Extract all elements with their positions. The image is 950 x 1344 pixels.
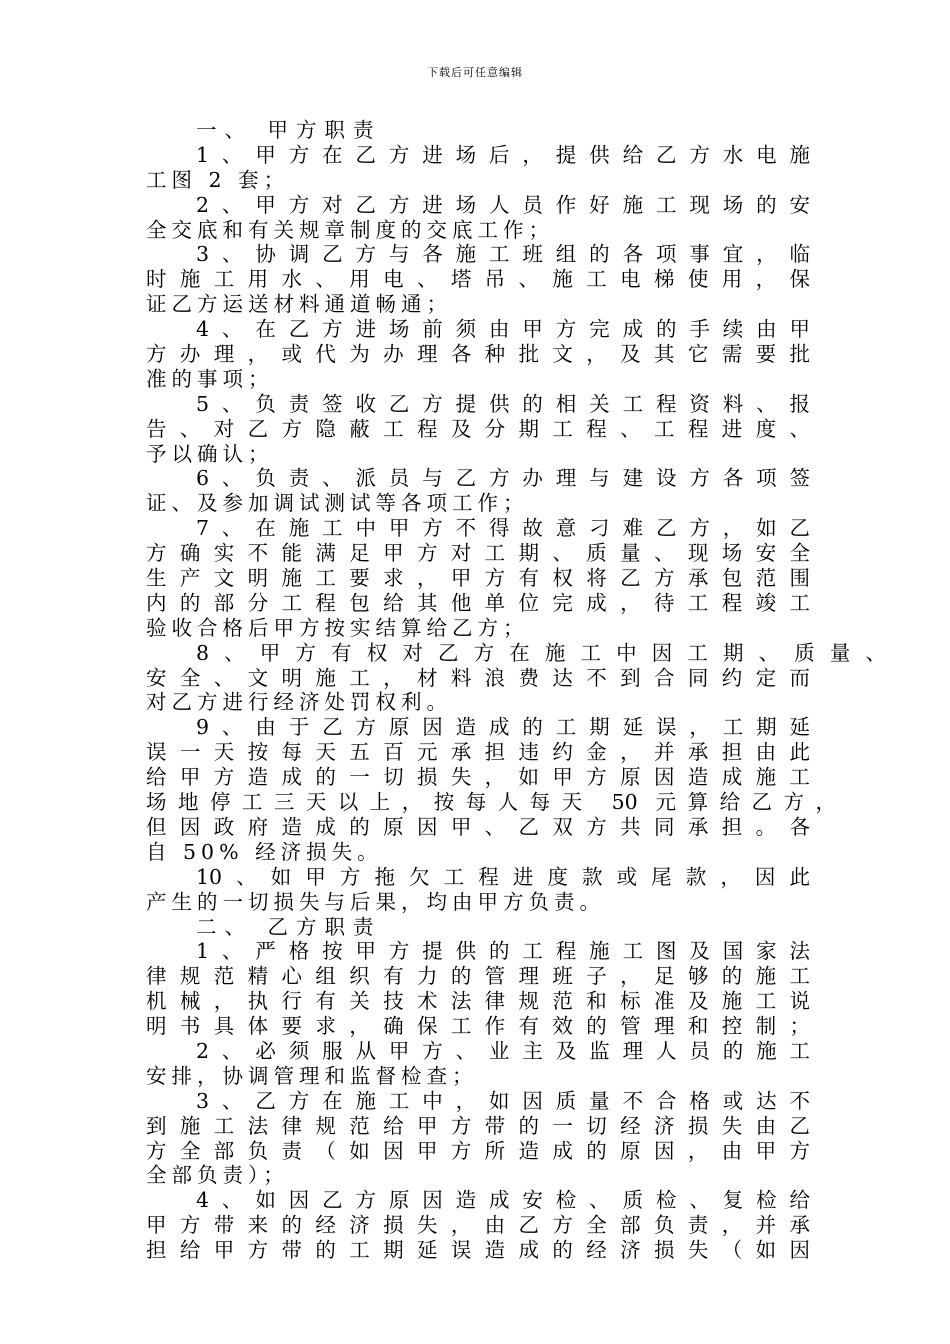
document-line: 到施工法律规范给甲方带的一切经济损失由乙: [146, 1113, 810, 1138]
document-line: 产生的一切损失与后果，均由甲方负责。: [146, 889, 605, 914]
document-line: 验收合格后甲方按实结算给乙方；: [146, 615, 529, 640]
document-line: 全部负责）；: [146, 1163, 289, 1188]
section-heading: 二、 乙方职责: [196, 914, 382, 939]
document-line: 方全部负责（如因甲方所造成的原因，由甲方: [146, 1138, 810, 1163]
document-line: 予以确认；: [146, 441, 274, 466]
document-line: 给甲方造成的一切损失，如甲方原因造成施工: [146, 765, 810, 790]
document-line: 时施工用水、用电、塔吊、施工电梯使用，保: [146, 267, 810, 292]
document-line: 安全、文明施工，材料浪费达不到合同约定而: [146, 665, 810, 690]
document-line: 9、由于乙方原因造成的工期延误，工期延: [196, 715, 810, 740]
document-line: 内的部分工程包给其他单位完成，待工程竣工: [146, 590, 810, 615]
document-line: 方确实不能满足甲方对工期、质量、现场安全: [146, 541, 810, 566]
document-line: 担给甲方带的工期延误造成的经济损失（如因: [146, 1238, 810, 1263]
document-line: 机械，执行有关技术法律规范和标准及施工说: [146, 989, 810, 1014]
document-line: 证乙方运送材料通道畅通；: [146, 292, 452, 317]
document-line: 准的事项；: [146, 366, 274, 391]
document-line: 3、乙方在施工中，如因质量不合格或达不: [196, 1088, 810, 1113]
page-header-note: 下载后可任意编辑: [427, 66, 523, 79]
document-line: 7、在施工中甲方不得故意刁难乙方，如乙: [196, 516, 810, 541]
document-line: 对乙方进行经济处罚权利。: [146, 690, 452, 715]
document-line: 1、严格按甲方提供的工程施工图及国家法: [196, 939, 810, 964]
document-body: [146, 118, 886, 1263]
document-line: 明书具体要求，确保工作有效的管理和控制；: [146, 1014, 810, 1039]
document-line: 律规范精心组织有力的管理班子，足够的施工: [146, 964, 810, 989]
document-line: 2、必须服从甲方、业主及监理人员的施工: [196, 1038, 810, 1063]
document-line: 6、负责、派员与乙方办理与建设方各项签: [196, 466, 810, 491]
document-line: 告、对乙方隐蔽工程及分期工程、工程进度、: [146, 416, 810, 441]
document-line: 全交底和有关规章制度的交底工作；: [146, 217, 554, 242]
document-line: 3、协调乙方与各施工班组的各项事宜，临: [196, 242, 810, 267]
document-line: 场地停工三天以上，按每人每天 50 元算给乙方，: [146, 790, 836, 815]
document-line: 生产文明施工要求，甲方有权将乙方承包范围: [146, 566, 810, 591]
document-line: 甲方带来的经济损失，由乙方全部负责，并承: [146, 1213, 810, 1238]
document-line: 工图 2 套；: [146, 167, 290, 192]
document-line: 1、甲方在乙方进场后，提供给乙方水电施: [196, 142, 810, 167]
document-line: 2、甲方对乙方进场人员作好施工现场的安: [196, 192, 810, 217]
document-line: 但因政府造成的原因甲、乙双方共同承担。各: [146, 814, 810, 839]
document-line: 4、如因乙方原因造成安检、质检、复检给: [196, 1188, 810, 1213]
document-line: 自 50% 经济损失。: [146, 839, 383, 864]
document-line: 误一天按每天五百元承担违约金，并承担由此: [146, 740, 810, 765]
document-line: 方办理，或代为办理各种批文，及其它需要批: [146, 342, 810, 367]
document-line: 安排，协调管理和监督检查；: [146, 1063, 478, 1088]
document-line: 10、如甲方拖欠工程进度款或尾款，因此: [196, 864, 810, 889]
section-heading: 一、 甲方职责: [196, 118, 382, 142]
document-line: 证、及参加调试测试等各项工作；: [146, 491, 529, 516]
document-line: 8、甲方有权对乙方在施工中因工期、质量、: [196, 640, 886, 665]
document-line: 5、负责签收乙方提供的相关工程资料、报: [196, 391, 810, 416]
document-line: 4、在乙方进场前须由甲方完成的手续由甲: [196, 317, 810, 342]
